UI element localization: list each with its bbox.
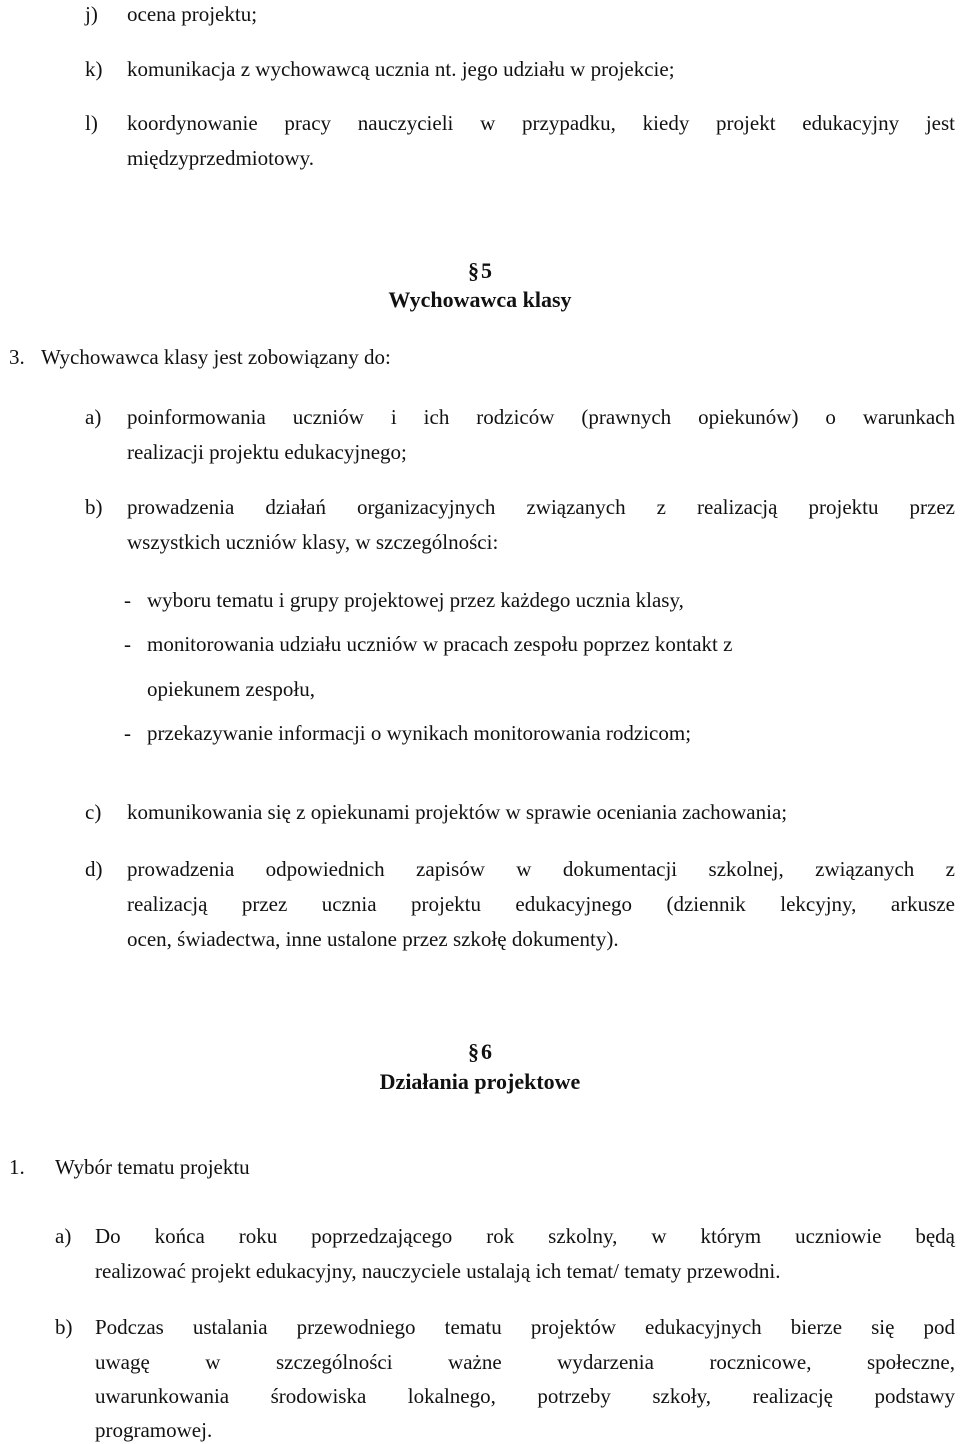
item-a-line-2: realizacji projektu edukacyjnego; xyxy=(127,440,407,464)
list-marker-l: l) xyxy=(85,111,98,135)
item-6a-line-1: Do końca roku poprzedzającego rok szkolny, w którym uczniowie będą xyxy=(95,1224,955,1248)
item-d-line-1: prowadzenia odpowiednich zapisów w dokumentacji szkolnej, związanych z xyxy=(127,857,955,881)
list-item-l-line-1: koordynowanie pracy nauczycieli w przypadku, kiedy projekt edukacyjny jest xyxy=(127,111,955,135)
item-c-marker: c) xyxy=(85,800,102,824)
list-item-l-line-2: międzyprzedmiotowy. xyxy=(127,146,315,170)
item-d-line-2: realizacją przez ucznia projektu edukacyjnego (dziennik lekcyjny, arkusze xyxy=(127,892,955,916)
item-a-line-1: poinformowania uczniów i ich rodziców (prawnych opiekunów) o warunkach xyxy=(127,405,955,429)
section-6-title: Działania projektowe xyxy=(379,1069,581,1094)
item-c-text: komunikowania się z opiekunami projektów w sprawie oceniania zachowania; xyxy=(127,800,788,824)
list-item-j: ocena projektu; xyxy=(127,2,258,26)
list-marker-j: j) xyxy=(85,2,98,26)
point-3-text: Wychowawca klasy jest zobowiązany do: xyxy=(41,345,391,369)
dash-1-text: wyboru tematu i grupy projektowej przez każdego ucznia klasy, xyxy=(147,588,684,612)
item-a-marker: a) xyxy=(85,405,102,429)
item-d-marker: d) xyxy=(85,857,103,881)
item-6b-marker: b) xyxy=(55,1315,73,1339)
item-6a-line-2: realizować projekt edukacyjny, nauczyciele ustalają ich temat/ tematy przewodni. xyxy=(95,1259,781,1283)
item-6b-line-2: uwagę w szczególności ważne wydarzenia rocznicowe, społeczne, xyxy=(95,1350,955,1374)
point-1-text: Wybór tematu projektu xyxy=(55,1155,250,1179)
item-b-line-1: prowadzenia działań organizacyjnych związanych z realizacją projektu przez xyxy=(127,495,955,519)
point-1-marker: 1. xyxy=(9,1155,25,1179)
dash-2-line-1: monitorowania udziału uczniów w pracach zespołu poprzez kontakt z xyxy=(147,632,733,656)
item-6b-line-1: Podczas ustalania przewodniego tematu projektów edukacyjnych bierze się pod xyxy=(95,1315,955,1339)
item-6b-line-4: programowej. xyxy=(95,1418,213,1442)
dash-2-marker: - xyxy=(124,632,131,656)
item-b-marker: b) xyxy=(85,495,103,519)
item-6a-marker: a) xyxy=(55,1224,72,1248)
list-marker-k: k) xyxy=(85,57,103,81)
dash-2-line-2: opiekunem zespołu, xyxy=(147,677,315,701)
dash-1-marker: - xyxy=(124,588,131,612)
section-5-number: §5 xyxy=(468,258,492,283)
section-6-number: §6 xyxy=(468,1039,492,1064)
item-d-line-3: ocen, świadectwa, inne ustalone przez szkołę dokumenty). xyxy=(127,927,619,951)
dash-3-text: przekazywanie informacji o wynikach monitorowania rodzicom; xyxy=(147,721,692,745)
item-6b-line-3: uwarunkowania środowiska lokalnego, potrzeby szkoły, realizację podstawy xyxy=(95,1384,955,1408)
dash-3-marker: - xyxy=(124,721,131,745)
point-3-marker: 3. xyxy=(9,345,25,369)
list-item-k: komunikacja z wychowawcą ucznia nt. jego udziału w projekcie; xyxy=(127,57,675,81)
section-5-title: Wychowawca klasy xyxy=(388,287,572,312)
item-b-line-2: wszystkich uczniów klasy, w szczególności: xyxy=(127,530,499,554)
